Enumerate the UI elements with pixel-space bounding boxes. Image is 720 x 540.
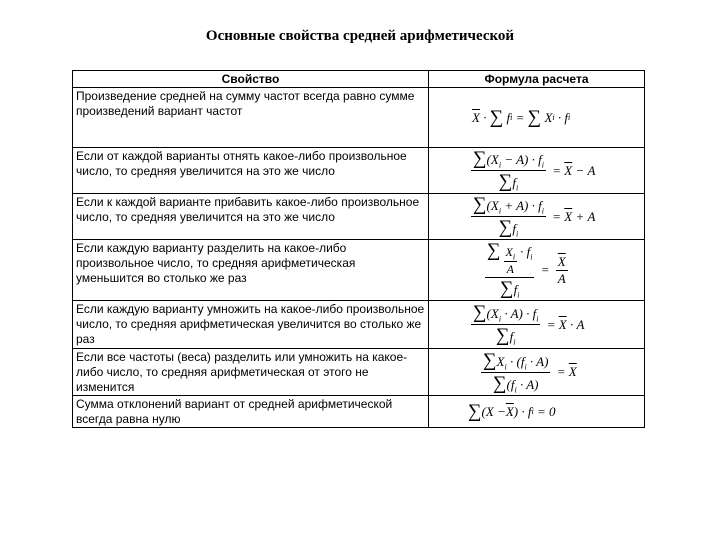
table-row	[73, 301, 645, 349]
row-formula	[429, 194, 645, 240]
formula-3: $\frac{\sum(X_i + A) \cdot f_i}{\sum f_i}$ = $\overline{X}$ + A	[473, 194, 596, 239]
formula-2: $\frac{\sum(X_i - A) \cdot f_i}{\sum f_i}$ = $\overline{X}$ − A	[473, 148, 596, 193]
page-title: Основные свойства средней арифметической	[205, 28, 515, 44]
table-header-row	[73, 71, 645, 88]
row-formula	[429, 88, 645, 148]
row-description: Сумма отклонений вариант от средней арифметической всегда равна нулю	[73, 396, 429, 428]
formula-7: ∑ (X − $\overline{X}$ ) · f i = 0	[468, 400, 556, 422]
row-description: Если каждую варианту разделить на какое-либо произвольное число, то средняя арифметическая уменьшится во столько же раз	[73, 240, 429, 301]
formula-6: $\frac{\sum X_i \cdot (f_i \cdot A)}{\sum(f_i \cdot A)}$ = $\overline{X}$	[483, 349, 577, 395]
row-description: Если все частоты (веса) разделить или умножить на какое-либо число, то средняя арифметическая от этого не изменится	[73, 349, 429, 396]
table-row	[73, 194, 645, 240]
table-row	[73, 349, 645, 396]
row-formula	[429, 240, 645, 301]
row-formula	[429, 148, 645, 194]
header-property: Свойство	[73, 71, 429, 88]
formula-1: $\overline{X}$ · ∑ f i = ∑ X i · f i	[472, 106, 571, 128]
row-formula	[429, 349, 645, 396]
row-formula	[429, 301, 645, 349]
row-description: Если к каждой варианте прибавить какое-либо произвольное число, то средняя увеличится на это же число	[73, 194, 429, 240]
header-formula: Формула расчета	[429, 71, 645, 88]
row-description: Если от каждой варианты отнять какое-либо произвольное число, то средняя увеличится на это же число	[73, 148, 429, 194]
row-description: Произведение средней на сумму частот всегда равно сумме произведений вариант частот	[73, 88, 429, 148]
formula-5: $\frac{\sum(X_i \cdot A) \cdot f_i}{\sum f_i}$ = $\overline{X}$ · A	[473, 302, 585, 347]
table-row	[73, 148, 645, 194]
table-row	[73, 88, 645, 148]
row-formula	[429, 396, 645, 428]
formula-4: ∑ $\frac{X_i}{A}$ · $f_i$ $\sum f_i$ = $\frac{\overline{X}}{A}$	[487, 240, 566, 300]
table-row	[73, 240, 645, 301]
properties-table	[72, 70, 645, 428]
table-row	[73, 396, 645, 428]
row-description: Если каждую варианту умножить на какое-либо произвольное число, то средняя арифметическая увеличится во столько же раз	[73, 301, 429, 349]
